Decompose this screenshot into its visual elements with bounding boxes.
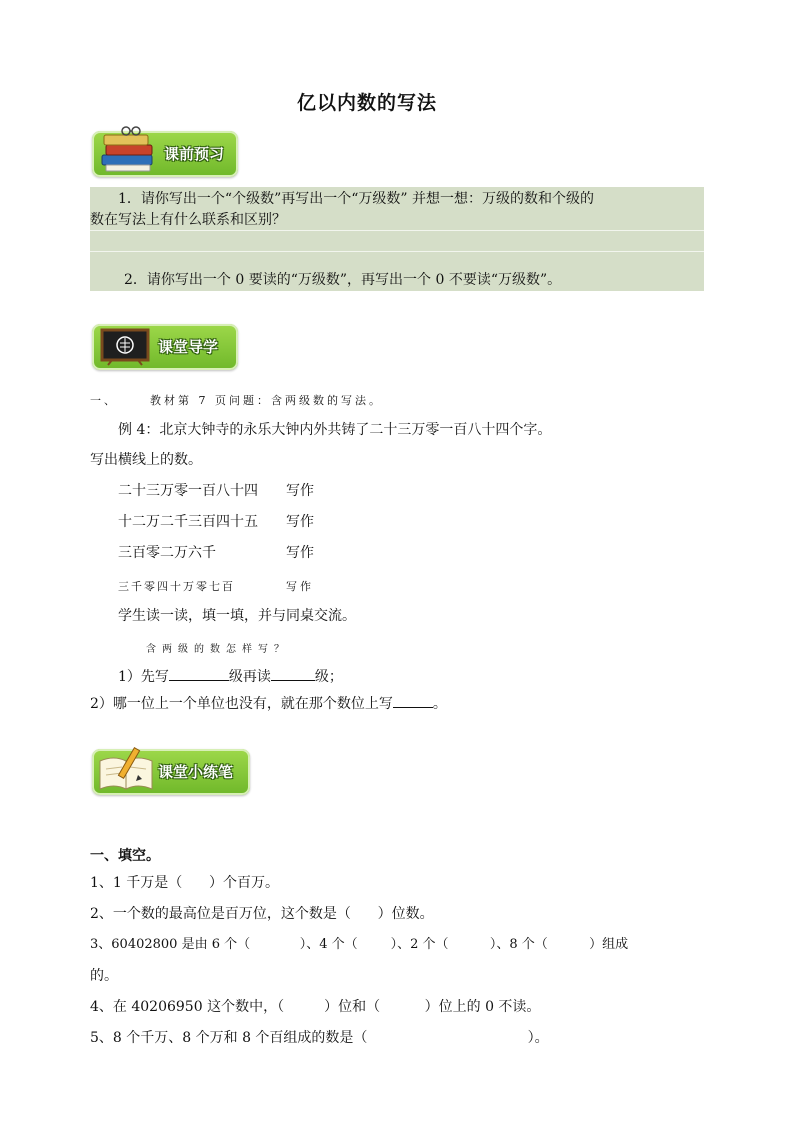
rule2-part-a: 2）哪一位上一个单位也没有，就在那个数位上写 (90, 696, 393, 712)
practice-q3-line2: 的。 (90, 968, 118, 984)
blank-line[interactable] (393, 695, 433, 708)
instruction-text: 写出横线上的数。 (90, 452, 202, 468)
item-label: 写作 (286, 483, 314, 499)
divider (90, 230, 704, 231)
example-text: 例 4：北京大钟寺的永乐大钟内外共铸了二十三万零一百八十四个字。 (118, 422, 552, 438)
rule-2 (90, 694, 447, 714)
chalkboard-icon (100, 328, 150, 366)
practice-q2: 2、一个数的最高位是百万位，这个数是（ ）位数。 (90, 906, 434, 922)
item-text: 十二万二千三百四十五 (118, 514, 258, 530)
practice-badge (92, 749, 250, 795)
discuss-text: 学生读一读，填一填，并与同桌交流。 (118, 608, 356, 624)
rule2-part-b: 。 (432, 696, 447, 712)
preview-badge (92, 131, 238, 177)
rule1-part-b: 级再读 (228, 669, 271, 685)
preview-q2: 2．请你写出一个 0 要读的“万级数”，再写出一个 0 不要读“万级数”。 (124, 272, 562, 288)
page-title: 亿以内数的写法 (296, 92, 437, 114)
practice-q4: 4、在 40206950 这个数中，（ ）位和（ ）位上的 0 不读。 (90, 999, 541, 1015)
question-text: 含两级的数怎样写？ (146, 644, 290, 655)
books-icon (98, 125, 156, 175)
section-text: 教材第 7 页问题：含两级数的写法。 (150, 394, 383, 407)
item-label: 写作 (286, 545, 314, 561)
blank-line[interactable] (271, 668, 315, 681)
preview-badge-label: 课前预习 (164, 145, 225, 163)
preview-band (90, 187, 704, 291)
rule1-part-a: 1）先写 (118, 669, 169, 685)
practice-q3-line1: 3、60402800 是由 6 个（ ）、4 个（ ）、2 个（ ）、8 个（ ）组成 (90, 937, 629, 952)
section-label: 一、 (90, 394, 118, 407)
practice-badge-label: 课堂小练笔 (158, 763, 234, 781)
item-label: 写作 (286, 580, 314, 593)
practice-q1: 1、1 千万是（ ）个百万。 (90, 875, 279, 891)
blank-line[interactable] (169, 668, 229, 681)
notebook-pencil-icon (96, 745, 158, 793)
item-label: 写作 (286, 514, 314, 530)
divider (90, 251, 704, 252)
preview-q1-line1: 1．请你写出一个“个级数”再写出一个“万级数” 并想一想：万级的数和个级的 (118, 191, 594, 207)
rule1-part-c: 级； (314, 669, 343, 685)
item-text: 二十三万零一百八十四 (118, 483, 258, 499)
item-text: 三千零四十万零七百 (118, 580, 235, 593)
item-text: 三百零二万六千 (118, 545, 216, 561)
practice-heading: 一、填空。 (90, 848, 160, 864)
guide-badge (92, 324, 238, 370)
practice-q5: 5、8 个千万、8 个万和 8 个百组成的数是（ ）。 (90, 1030, 549, 1046)
guide-badge-label: 课堂导学 (158, 338, 219, 356)
rule-1 (118, 667, 343, 687)
preview-q1-line2: 数在写法上有什么联系和区别？ (90, 212, 286, 228)
